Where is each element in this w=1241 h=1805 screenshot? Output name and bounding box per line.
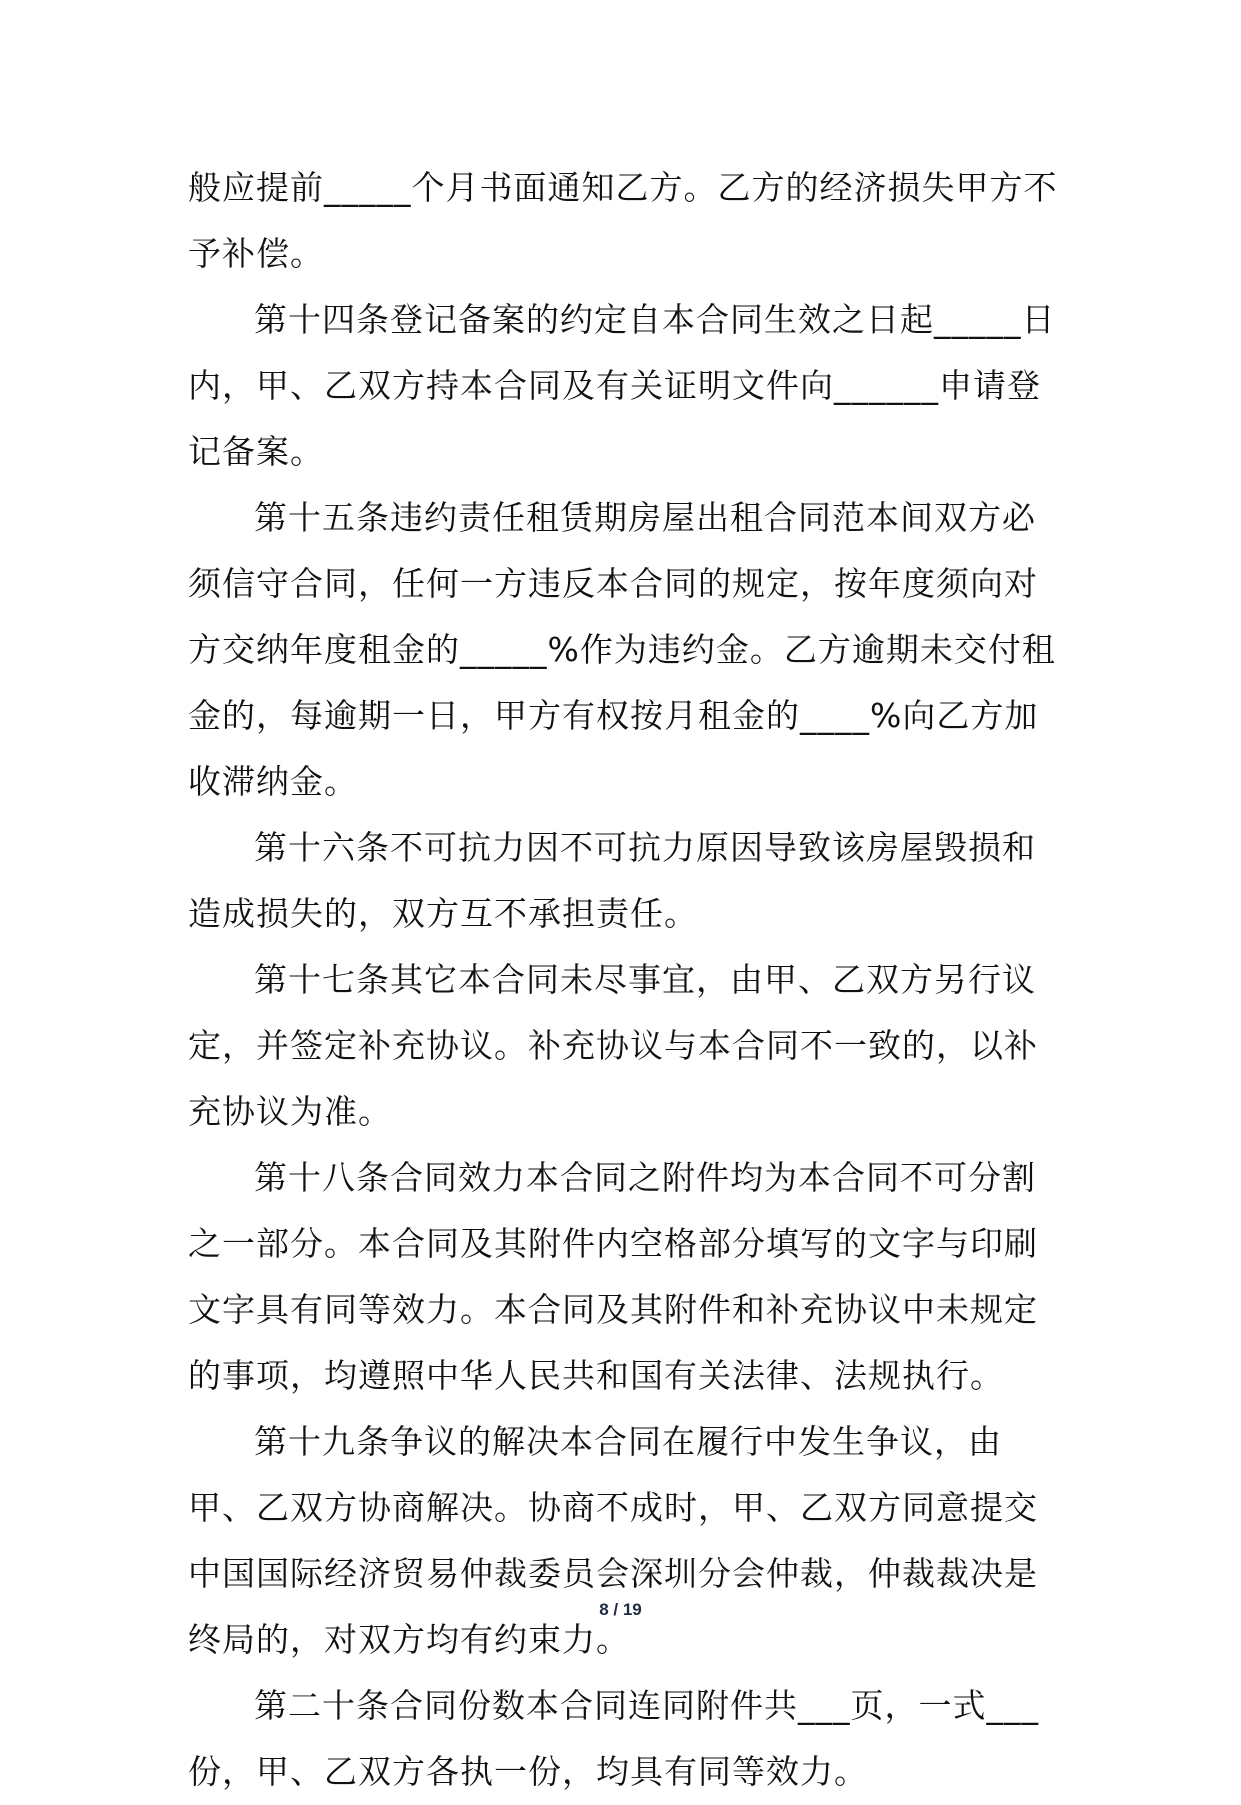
page-number: 8 / 19: [599, 1600, 642, 1619]
paragraph-continuation: 般应提前_____个月书面通知乙方。乙方的经济损失甲方不予补偿。: [188, 168, 1058, 273]
clause-17-other: 第十七条其它本合同未尽事宜，由甲、乙双方另行议定，并签定补充协议。补充协议与本合同不一致的，以补充协议为准。: [188, 960, 1038, 1131]
clause-16-force-majeure: 第十六条不可抗力因不可抗力原因导致该房屋毁损和造成损失的，双方互不承担责任。: [188, 828, 1036, 933]
clause-20-copies: 第二十条合同份数本合同连同附件共___页，一式___份，甲、乙双方各执一份，均具有同等效力。: [188, 1686, 1039, 1791]
clause-15-liability: 第十五条违约责任租赁期房屋出租合同范本间双方必须信守合同，任何一方违反本合同的规定，按年度须向对方交纳年度租金的_____%作为违约金。乙方逾期未交付租金的，每逾期一日，甲方有权按月租金的____%向乙方加收滞纳金。: [188, 498, 1056, 801]
clause-14-registration: 第十四条登记备案的约定自本合同生效之日起_____日内，甲、乙双方持本合同及有关证明文件向______申请登记备案。: [188, 300, 1056, 471]
clause-19-dispute: 第十九条争议的解决本合同在履行中发生争议，由甲、乙双方协商解决。协商不成时，甲、乙双方同意提交中国国际经济贸易仲裁委员会深圳分会仲裁，仲裁裁决是终局的，对双方均有约束力。: [188, 1422, 1038, 1659]
document-body: [188, 155, 1058, 1805]
clause-18-validity: 第十八条合同效力本合同之附件均为本合同不可分割之一部分。本合同及其附件内空格部分填写的文字与印刷文字具有同等效力。本合同及其附件和补充协议中未规定的事项，均遵照中华人民共和国有关法律、法规执行。: [188, 1158, 1038, 1395]
